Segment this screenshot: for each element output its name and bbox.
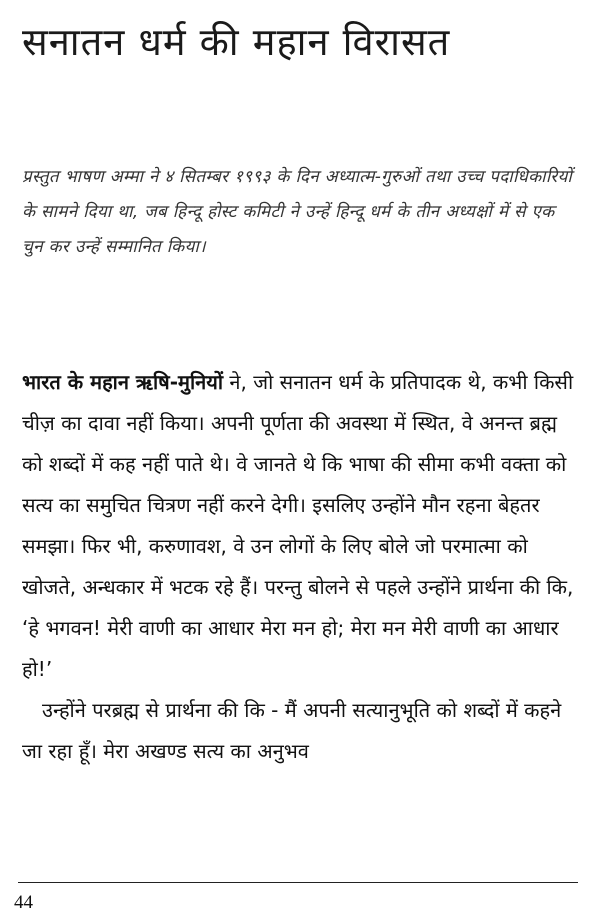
footer-divider <box>18 882 578 883</box>
paragraph-1 <box>22 362 582 690</box>
paragraph-2: उन्होंने परब्रह्म से प्रार्थना की कि - मैं अपनी सत्यानुभूति को शब्दों में कहने जा रहा हूँ। मेरा अखण्ड सत्य का अनुभव <box>22 698 562 763</box>
intro-note: प्रस्तुत भाषण अम्मा ने ४ सितम्बर १९९३ के दिन अध्यात्म-गुरुओं तथा उच्च पदाधिकारियों के सामने दिया था, जब हिन्दू होस्ट कमिटी ने उन्हें हिन्दू धर्म के तीन अध्यक्षों में से एक चुन कर उन्हें सम्मानित किया। <box>22 167 573 257</box>
paragraph-1-rest: ने, जो सनातन धर्म के प्रतिपादक थे, कभी किसी चीज़ का दावा नहीं किया। अपनी पूर्णता की अवस्था में स्थित, वे अनन्त ब्रह्म को शब्दों में कह नहीं पाते थे। वे जानते थे कि भाषा की सीमा कभी वक्ता को सत्य का समुचित चित्रण नहीं करने देगी। इसलिए उन्होंने मौन रहना बेहतर समझा। फिर भी, करुणावश, वे उन लोगों के लिए बोले जो परमात्मा को खोजते, अन्धकार में भटक रहे हैं। परन्तु बोलने से पहले उन्होंने प्रार्थना की कि, ‘हे भगवन! मेरी वाणी का आधार मेरा मन हो; मेरा मन मेरी वाणी का आधार हो!’ <box>22 370 574 681</box>
paragraph-1-lead: भारत के महान ऋषि-मुनियों <box>22 370 224 394</box>
body-text <box>22 362 582 772</box>
page-number: 44 <box>14 892 33 913</box>
chapter-title: सनातन धर्म की महान विरासत <box>22 20 451 64</box>
